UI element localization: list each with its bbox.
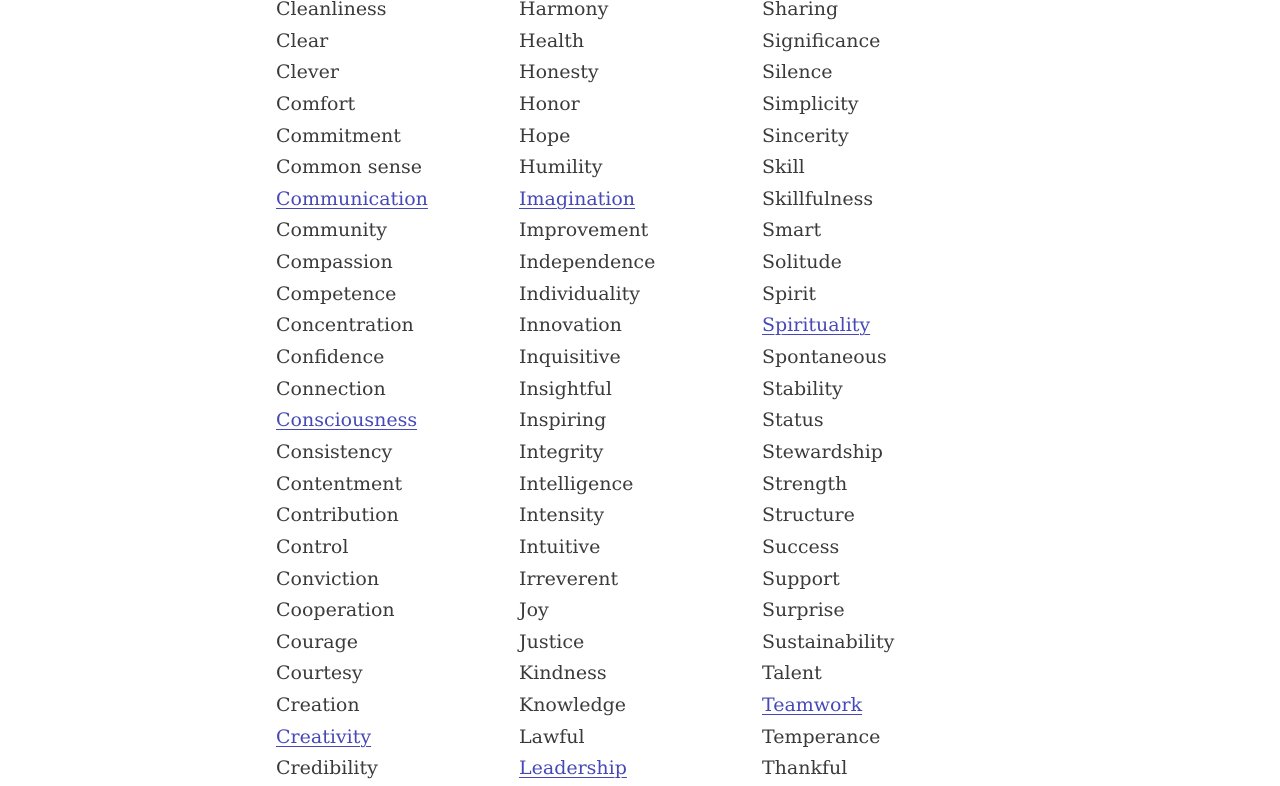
list-item [762, 279, 1005, 311]
list-item [762, 658, 1005, 690]
word-text: Harmony [519, 0, 609, 20]
word-text: Sustainability [762, 630, 895, 653]
word-text: Consistency [276, 440, 393, 463]
word-text: Stability [762, 377, 843, 400]
word-text: Talent [762, 662, 822, 685]
list-item [519, 627, 762, 659]
word-text: Conviction [276, 567, 380, 590]
word-text: Solitude [762, 251, 842, 274]
word-text: Connection [276, 377, 386, 400]
word-column-1 [276, 0, 519, 785]
list-item [519, 89, 762, 121]
word-text: Commitment [276, 124, 401, 147]
word-text: Control [276, 535, 349, 558]
word-text: Credibility [276, 757, 378, 780]
list-item [762, 722, 1005, 754]
word-text: Inspiring [519, 409, 607, 432]
list-item [276, 184, 519, 216]
list-item [762, 405, 1005, 437]
word-text: Spontaneous [762, 346, 887, 369]
word-text: Hope [519, 124, 571, 147]
word-text: Success [762, 535, 840, 558]
word-text: Cleanliness [276, 0, 387, 20]
list-item [276, 279, 519, 311]
word-text: Significance [762, 29, 881, 52]
list-item [276, 437, 519, 469]
list-item [762, 690, 1005, 722]
word-text: Common sense [276, 156, 422, 179]
list-item [519, 342, 762, 374]
word-text: Intensity [519, 504, 605, 527]
word-text: Justice [519, 630, 585, 653]
word-column-2 [519, 0, 762, 785]
word-text: Cooperation [276, 599, 395, 622]
list-item [276, 722, 519, 754]
list-item [276, 121, 519, 153]
word-text: Surprise [762, 599, 845, 622]
list-item [276, 690, 519, 722]
word-text: Lawful [519, 725, 585, 748]
word-link[interactable]: Teamwork [762, 694, 863, 717]
list-item [762, 595, 1005, 627]
list-item [519, 405, 762, 437]
list-item [519, 722, 762, 754]
word-text: Structure [762, 504, 855, 527]
word-link[interactable]: Communication [276, 187, 428, 210]
list-item [519, 121, 762, 153]
word-link[interactable]: Spirituality [762, 314, 871, 337]
list-item [519, 437, 762, 469]
list-item [276, 469, 519, 501]
list-item [762, 437, 1005, 469]
list-item [519, 184, 762, 216]
word-text: Skillfulness [762, 187, 874, 210]
list-item [762, 310, 1005, 342]
list-item [519, 532, 762, 564]
list-item [276, 89, 519, 121]
list-item [762, 0, 1005, 26]
list-item [276, 595, 519, 627]
list-item [276, 0, 519, 26]
list-item [276, 57, 519, 89]
word-text: Thankful [762, 757, 848, 780]
word-text: Joy [519, 599, 549, 622]
word-text: Improvement [519, 219, 649, 242]
list-item [519, 595, 762, 627]
list-item [519, 690, 762, 722]
word-link[interactable]: Leadership [519, 757, 627, 780]
word-link[interactable]: Creativity [276, 725, 372, 748]
list-item [762, 26, 1005, 58]
list-item [762, 152, 1005, 184]
list-item [519, 0, 762, 26]
list-item [762, 57, 1005, 89]
word-text: Creation [276, 694, 360, 717]
word-text: Strength [762, 472, 848, 495]
list-item [762, 469, 1005, 501]
list-item [519, 658, 762, 690]
word-text: Contribution [276, 504, 399, 527]
list-item [519, 500, 762, 532]
word-text: Contentment [276, 472, 403, 495]
word-text: Honesty [519, 61, 599, 84]
values-word-list [276, 0, 1005, 785]
word-text: Honor [519, 92, 580, 115]
list-item [762, 564, 1005, 596]
list-item [762, 500, 1005, 532]
list-item [276, 247, 519, 279]
list-item [762, 121, 1005, 153]
word-text: Comfort [276, 92, 356, 115]
word-text: Sincerity [762, 124, 849, 147]
word-text: Kindness [519, 662, 607, 685]
word-link[interactable]: Imagination [519, 187, 636, 210]
list-item [276, 405, 519, 437]
word-text: Sharing [762, 0, 839, 20]
word-text: Knowledge [519, 694, 627, 717]
word-text: Intelligence [519, 472, 634, 495]
word-text: Concentration [276, 314, 414, 337]
list-item [519, 215, 762, 247]
word-column-3 [762, 0, 1005, 785]
list-item [519, 469, 762, 501]
list-item [762, 374, 1005, 406]
word-text: Innovation [519, 314, 622, 337]
word-text: Independence [519, 251, 656, 274]
list-item [276, 342, 519, 374]
list-item [276, 374, 519, 406]
list-item [762, 753, 1005, 785]
word-text: Health [519, 29, 585, 52]
word-text: Compassion [276, 251, 393, 274]
word-text: Integrity [519, 440, 604, 463]
list-item [519, 564, 762, 596]
list-item [762, 342, 1005, 374]
word-text: Clear [276, 29, 329, 52]
word-link[interactable]: Consciousness [276, 409, 418, 432]
list-item [519, 310, 762, 342]
list-item [276, 152, 519, 184]
list-item [276, 753, 519, 785]
word-text: Status [762, 409, 824, 432]
word-text: Skill [762, 156, 805, 179]
list-item [519, 152, 762, 184]
word-text: Individuality [519, 282, 641, 305]
list-item [519, 57, 762, 89]
word-text: Courage [276, 630, 359, 653]
word-text: Confidence [276, 346, 385, 369]
list-item [276, 532, 519, 564]
word-text: Community [276, 219, 387, 242]
word-text: Temperance [762, 725, 881, 748]
list-item [519, 753, 762, 785]
list-item [519, 374, 762, 406]
list-item [519, 247, 762, 279]
list-item [762, 247, 1005, 279]
list-item [519, 26, 762, 58]
word-text: Inquisitive [519, 346, 621, 369]
word-text: Stewardship [762, 440, 883, 463]
list-item [276, 564, 519, 596]
word-text: Intuitive [519, 535, 601, 558]
list-item [276, 215, 519, 247]
word-text: Humility [519, 156, 603, 179]
word-text: Silence [762, 61, 833, 84]
word-text: Courtesy [276, 662, 363, 685]
word-text: Clever [276, 61, 339, 84]
word-text: Insightful [519, 377, 612, 400]
word-text: Support [762, 567, 840, 590]
list-item [276, 658, 519, 690]
list-item [762, 184, 1005, 216]
list-item [762, 215, 1005, 247]
list-item [276, 26, 519, 58]
word-text: Competence [276, 282, 397, 305]
word-text: Spirit [762, 282, 817, 305]
word-text: Smart [762, 219, 822, 242]
list-item [276, 310, 519, 342]
list-item [762, 627, 1005, 659]
list-item [276, 500, 519, 532]
list-item [276, 627, 519, 659]
list-item [762, 532, 1005, 564]
list-item [519, 279, 762, 311]
list-item [762, 89, 1005, 121]
word-text: Irreverent [519, 567, 619, 590]
word-text: Simplicity [762, 92, 859, 115]
